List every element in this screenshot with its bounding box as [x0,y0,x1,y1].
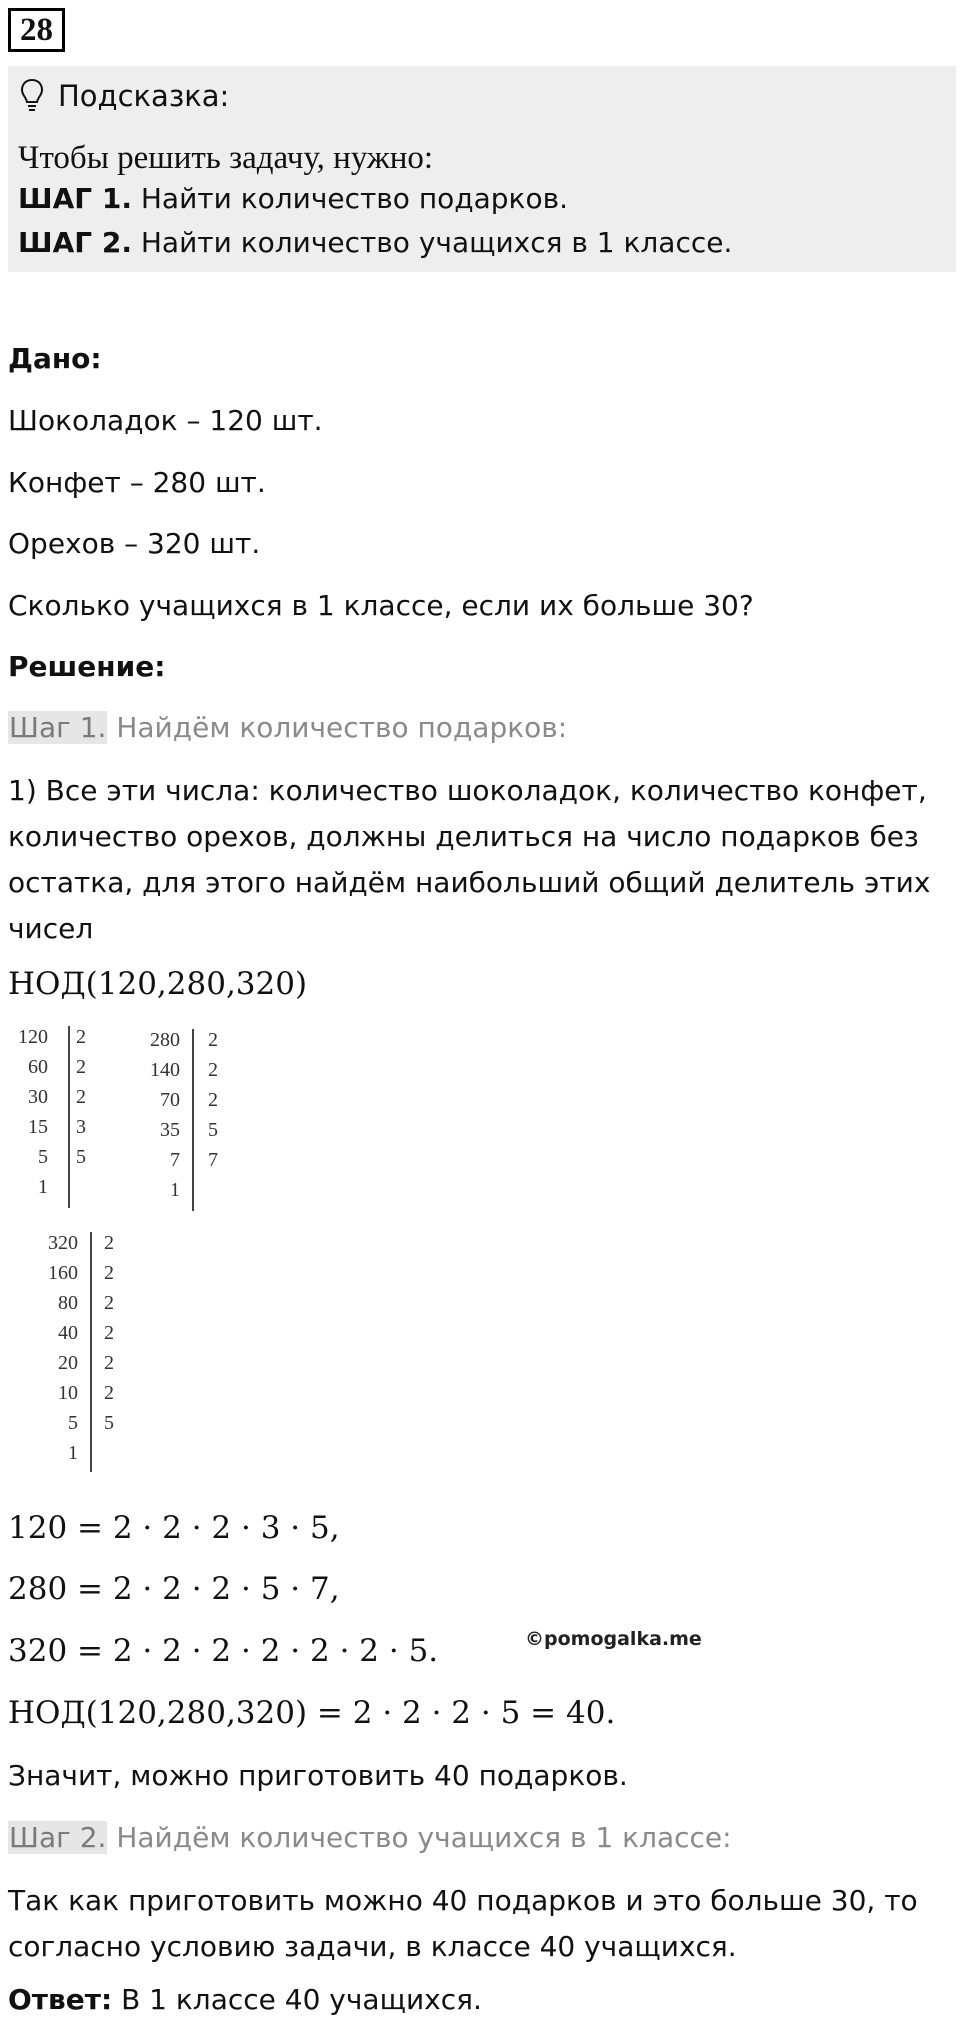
paragraph-gcd-explanation: 1) Все эти числа: количество шоколадок, количество конфет, количество орехов, должны делиться на число подарков без остатка, для этого найдём наибольший общий делитель этих чисел [8,774,931,945]
factor-number: 10 [58,1382,78,1404]
hint-step-1 [18,182,568,215]
factor-divisor: 2 [208,1059,218,1081]
factor-divisor: 2 [76,1056,86,1078]
gcd-expression: НОД(120,280,320) [8,966,308,1002]
equation-320: 320 = 2 · 2 · 2 · 2 · 2 · 2 · 5. [8,1633,439,1669]
factor-number: 5 [68,1412,78,1434]
step-2-line [8,1821,732,1854]
factor-number: 80 [58,1292,78,1314]
factor-divisor: 2 [76,1026,86,1048]
factor-divider-line [192,1029,194,1211]
factor-divisor: 2 [104,1322,114,1344]
factor-divisor: 5 [104,1412,114,1434]
given-line: Орехов – 320 шт. [8,527,261,560]
factor-divider-line [68,1026,70,1208]
step-1-title: Найдём количество подарков: [107,711,568,744]
factor-divider-line [90,1232,92,1472]
factor-divisor: 2 [208,1089,218,1111]
hint-step-text: Найти количество подарков. [131,182,569,215]
factor-number: 35 [160,1119,180,1141]
equation-gcd: НОД(120,280,320) = 2 · 2 · 2 · 5 = 40. [8,1695,616,1731]
paragraph-students-reasoning: Так как приготовить можно 40 подарков и это больше 30, то согласно условию задачи, в классе 40 учащихся. [8,1884,918,1963]
hint-header [20,76,229,116]
factor-divisor: 2 [104,1262,114,1284]
factor-divisor: 2 [208,1029,218,1051]
factor-number: 1 [68,1442,78,1464]
factor-number: 70 [160,1089,180,1111]
factor-number: 280 [150,1029,180,1051]
factor-number: 20 [58,1352,78,1374]
given-line: Конфет – 280 шт. [8,466,266,499]
given-heading: Дано: [8,342,102,375]
solution-heading: Решение: [8,650,166,683]
equation-280: 280 = 2 · 2 · 2 · 5 · 7, [8,1571,340,1607]
problem-number: 28 [8,8,65,52]
factor-number: 5 [38,1146,48,1168]
factor-number: 40 [58,1322,78,1344]
answer-label: Ответ: [8,1983,113,2016]
factor-number: 1 [38,1176,48,1198]
hint-step-2 [18,226,732,259]
answer-text: В 1 классе 40 учащихся. [112,1983,482,2016]
factor-number: 30 [28,1086,48,1108]
factor-divisor: 2 [104,1232,114,1254]
hint-step-text: Найти количество учащихся в 1 классе. [131,226,733,259]
hint-box [8,66,956,272]
factor-number: 120 [18,1026,48,1048]
factor-divisor: 2 [104,1382,114,1404]
lightbulb-icon [20,78,44,114]
factor-number: 7 [170,1149,180,1171]
factor-divisor: 2 [104,1352,114,1374]
factor-number: 60 [28,1056,48,1078]
factor-divisor: 7 [208,1149,218,1171]
factor-divisor: 5 [76,1146,86,1168]
step-2-title: Найдём количество учащихся в 1 классе: [107,1821,732,1854]
hint-step-label: ШАГ 1. [18,182,132,215]
step-2-label: Шаг 2. [9,1821,107,1854]
factor-divisor: 5 [208,1119,218,1141]
given-question: Сколько учащихся в 1 классе, если их больше 30? [8,589,754,622]
hint-step-label: ШАГ 2. [18,226,132,259]
factor-number: 320 [48,1232,78,1254]
factor-divisor: 2 [104,1292,114,1314]
equation-120: 120 = 2 · 2 · 2 · 3 · 5, [8,1510,340,1546]
factor-number: 1 [170,1179,180,1201]
watermark: ©pomogalka.me [525,1628,702,1650]
factor-divisor: 3 [76,1116,86,1138]
step-1-label: Шаг 1. [9,711,107,744]
factor-number: 140 [150,1059,180,1081]
given-line: Шоколадок – 120 шт. [8,404,323,437]
conclusion-gifts: Значит, можно приготовить 40 подарков. [8,1759,628,1792]
factor-divisor: 2 [76,1086,86,1108]
factor-number: 160 [48,1262,78,1284]
answer-line [8,1983,482,2016]
hint-intro: Чтобы решить задачу, нужно: [18,140,434,176]
step-1-line [8,711,567,744]
factor-number: 15 [28,1116,48,1138]
hint-title: Подсказка: [58,79,230,113]
